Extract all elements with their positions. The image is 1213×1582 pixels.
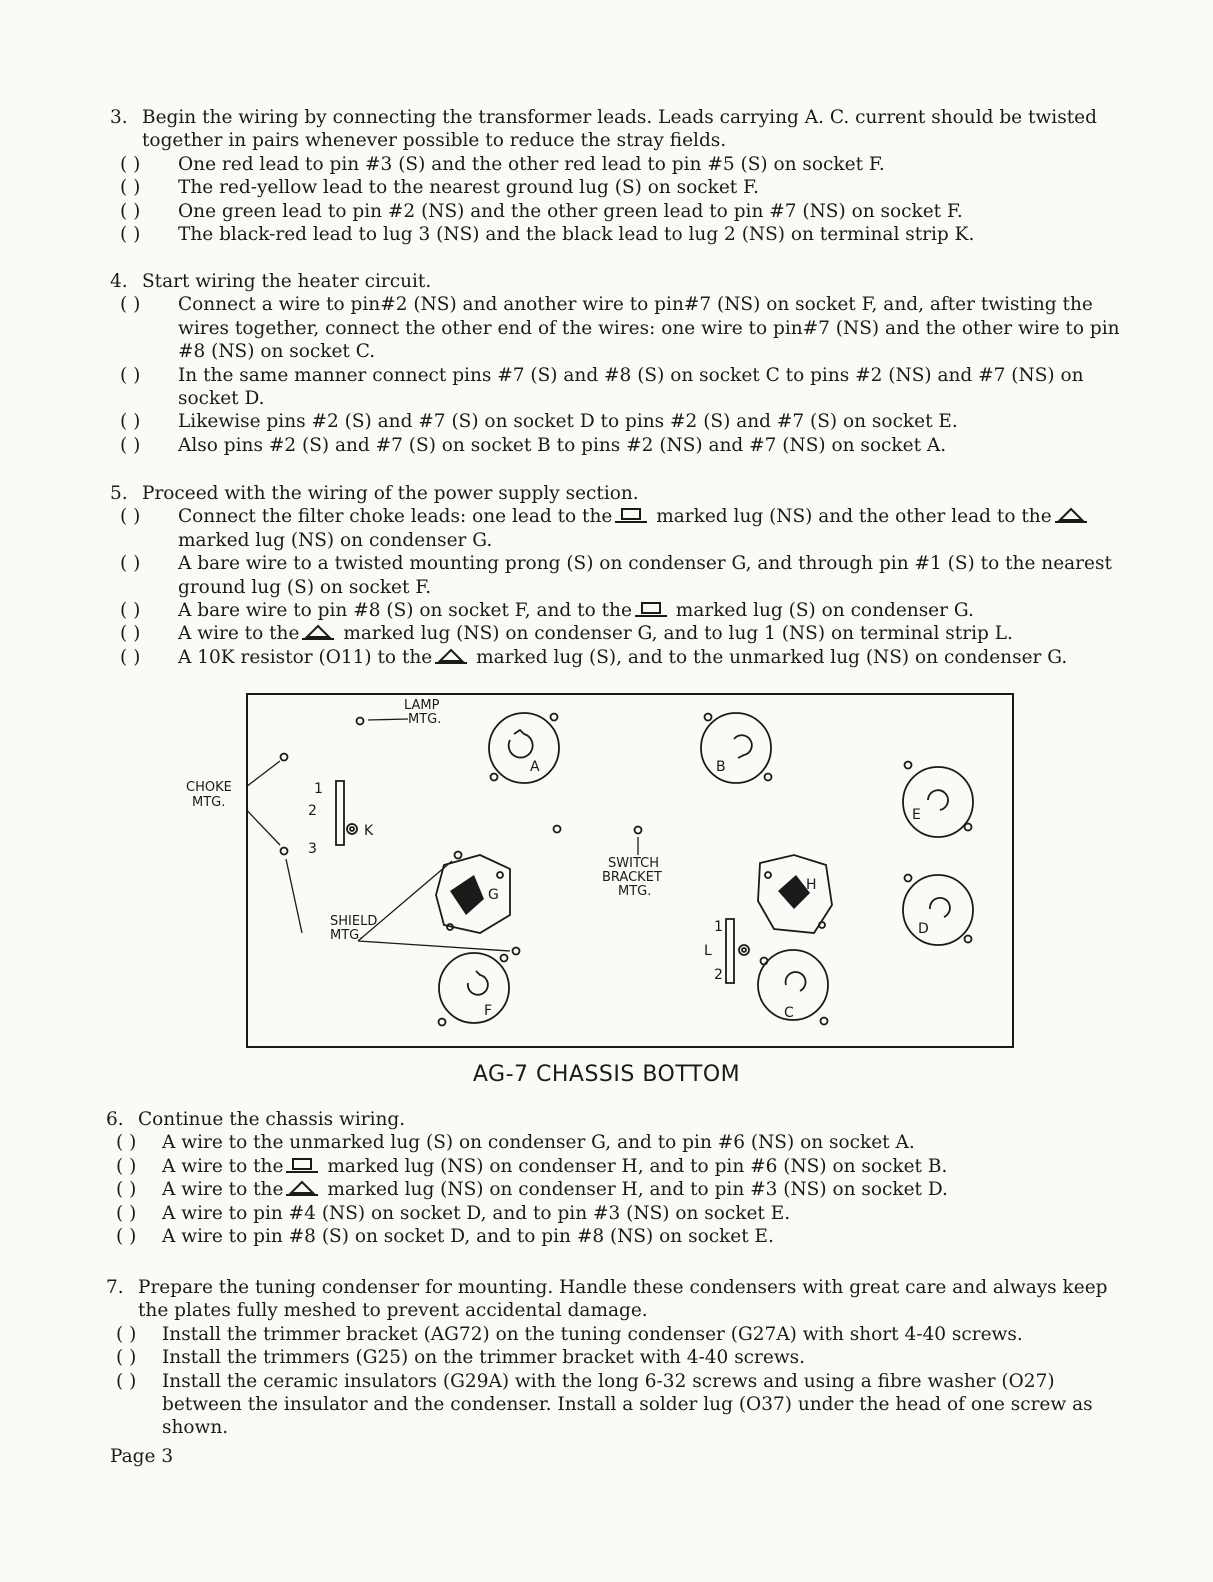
- bracket-label: BRACKET: [602, 870, 662, 885]
- socket-e-label: E: [912, 807, 921, 823]
- step-checkbox[interactable]: ( ): [120, 153, 141, 175]
- step-text: Connect the filter choke leads: one lead to the: [178, 506, 613, 528]
- figure-caption: AG-7 CHASSIS BOTTOM: [472, 1062, 741, 1087]
- shield-label: SHIELD: [330, 914, 378, 929]
- step-checkbox[interactable]: ( ): [116, 1323, 137, 1345]
- section-intro: Proceed with the wiring of the power supply section.: [142, 483, 639, 504]
- step-text: marked lug (NS) on condenser G, and to lug 1 (NS) on terminal strip L.: [343, 623, 1013, 645]
- switch-label: SWITCH: [608, 856, 659, 871]
- step-checkbox[interactable]: ( ): [120, 364, 141, 386]
- step-text: The red-yellow lead to the nearest ground lug (S) on socket F.: [178, 177, 759, 199]
- step-item: [120, 552, 1130, 599]
- section-6: [106, 1108, 1126, 1248]
- step-text: Likewise pins #2 (S) and #7 (S) on socket D to pins #2 (S) and #7 (S) on socket E.: [178, 411, 958, 433]
- step-text: Install the ceramic insulators (G29A) with the long 6-32 screws and using a fibre washer (O27) between the insulator and the condenser. Install a solder lug (O37) under the head of one screw as shown.: [162, 1370, 1093, 1439]
- chassis-bottom-diagram: [246, 693, 1014, 1048]
- section-number: 6.: [106, 1109, 124, 1130]
- step-text: A wire to the: [178, 623, 300, 645]
- step-text: A bare wire to pin #8 (S) on socket F, and to the: [178, 600, 632, 622]
- step-text: A wire to the: [162, 1179, 284, 1201]
- step-checkbox[interactable]: ( ): [120, 411, 141, 433]
- step-item: [116, 1225, 1126, 1248]
- socket-a-label: A: [530, 759, 540, 775]
- step-checkbox[interactable]: ( ): [120, 294, 141, 316]
- step-item: [120, 223, 1130, 246]
- step-item: [120, 646, 1130, 669]
- l1-label: 1: [714, 919, 723, 935]
- k1-label: 1: [314, 781, 323, 797]
- section-number: 7.: [106, 1277, 124, 1298]
- square-lug-icon: [285, 1157, 319, 1175]
- step-checkbox[interactable]: ( ): [116, 1226, 137, 1248]
- step-text: marked lug (NS) on condenser H, and to pin #6 (NS) on socket B.: [327, 1155, 948, 1177]
- step-checkbox[interactable]: ( ): [120, 200, 141, 222]
- step-item: [120, 200, 1130, 223]
- step-text: A wire to the unmarked lug (S) on condenser G, and to pin #6 (NS) on socket A.: [162, 1132, 915, 1154]
- section-intro: Continue the chassis wiring.: [138, 1109, 406, 1130]
- choke-mtg-label: [186, 780, 232, 810]
- condenser-h-label: H: [806, 877, 817, 893]
- step-checkbox[interactable]: ( ): [120, 623, 141, 645]
- step-item: [120, 434, 1130, 457]
- step-text: Install the trimmers (G25) on the trimmer bracket with 4-40 screws.: [162, 1347, 806, 1369]
- step-text: A bare wire to a twisted mounting prong (S) on condenser G, and through pin #1 (S) to the nearest ground lug (S) on socket F.: [178, 553, 1112, 598]
- k2-label: 2: [308, 803, 317, 819]
- choke-mtg-text: MTG.: [192, 795, 226, 810]
- lamp-label: LAMP: [404, 698, 440, 713]
- step-item: [116, 1202, 1126, 1225]
- step-checkbox[interactable]: ( ): [116, 1370, 137, 1392]
- step-text: marked lug (NS) on condenser H, and to pin #3 (NS) on socket D.: [327, 1179, 948, 1201]
- chassis-drawing: [248, 695, 1012, 1046]
- page-number: Page 3: [110, 1446, 174, 1467]
- socket-d-label: D: [918, 921, 929, 937]
- step-item: [116, 1131, 1126, 1154]
- triangle-lug-icon: [434, 648, 468, 666]
- strip-l-label: L: [704, 943, 712, 959]
- socket-f-label: F: [484, 1003, 493, 1019]
- section-4: [110, 270, 1130, 457]
- step-item: [120, 176, 1130, 199]
- step-item: [120, 153, 1130, 176]
- step-text: marked lug (S), and to the unmarked lug (NS) on condenser G.: [476, 646, 1068, 668]
- k3-label: 3: [308, 841, 317, 857]
- section-5-heading: [110, 482, 1130, 505]
- step-item: [116, 1178, 1126, 1201]
- triangle-lug-icon: [1054, 507, 1088, 525]
- section-5: [110, 482, 1130, 669]
- step-text: Connect a wire to pin#2 (NS) and another wire to pin#7 (NS) on socket F, and, after twisting the wires together, connect the other end of the wires: one wire to pin#7 (NS) and the other wire to pin #8 (NS) on socket C.: [178, 294, 1120, 363]
- step-item: [116, 1155, 1126, 1178]
- step-text: marked lug (NS) on condenser G.: [178, 529, 493, 551]
- step-checkbox[interactable]: ( ): [120, 506, 141, 528]
- step-checkbox[interactable]: ( ): [116, 1347, 137, 1369]
- section-7-heading: [106, 1276, 1126, 1323]
- triangle-lug-icon: [285, 1180, 319, 1198]
- step-text: One red lead to pin #3 (S) and the other red lead to pin #5 (S) on socket F.: [178, 153, 885, 175]
- section-number: 3.: [110, 107, 128, 128]
- section-intro: Begin the wiring by connecting the transformer leads. Leads carrying A. C. current should be twisted together in pairs whenever possible to reduce the stray fields.: [142, 107, 1097, 152]
- step-checkbox[interactable]: ( ): [120, 600, 141, 622]
- step-text: A 10K resistor (O11) to the: [178, 646, 433, 668]
- switch-mtg-label: MTG.: [618, 884, 652, 899]
- step-item: [116, 1346, 1126, 1369]
- choke-label: CHOKE: [186, 780, 232, 795]
- step-text: One green lead to pin #2 (NS) and the other green lead to pin #7 (NS) on socket F.: [178, 200, 963, 222]
- section-3: [110, 106, 1130, 246]
- step-item: [120, 622, 1130, 645]
- section-3-heading: [110, 106, 1130, 153]
- step-text: Install the trimmer bracket (AG72) on the tuning condenser (G27A) with short 4-40 screws.: [162, 1323, 1023, 1345]
- square-lug-icon: [634, 601, 668, 619]
- step-text: The black-red lead to lug 3 (NS) and the black lead to lug 2 (NS) on terminal strip K.: [178, 224, 975, 246]
- section-intro: Start wiring the heater circuit.: [142, 271, 432, 292]
- step-checkbox[interactable]: ( ): [120, 434, 141, 456]
- triangle-lug-icon: [301, 624, 335, 642]
- step-item: [120, 410, 1130, 433]
- shield-mtg-label: MTG.: [330, 928, 364, 943]
- step-item: [116, 1370, 1126, 1440]
- step-checkbox[interactable]: ( ): [120, 224, 141, 246]
- section-6-heading: [106, 1108, 1126, 1131]
- socket-c-label: C: [784, 1005, 794, 1021]
- step-checkbox[interactable]: ( ): [116, 1132, 137, 1154]
- step-item: [120, 505, 1130, 552]
- section-number: 4.: [110, 271, 128, 292]
- step-item: [120, 293, 1130, 363]
- step-text: A wire to the: [162, 1155, 284, 1177]
- step-checkbox[interactable]: ( ): [120, 553, 141, 575]
- socket-b-label: B: [716, 759, 726, 775]
- step-checkbox[interactable]: ( ): [116, 1155, 137, 1177]
- step-text: Also pins #2 (S) and #7 (S) on socket B to pins #2 (NS) and #7 (NS) on socket A.: [178, 434, 947, 456]
- step-text: A wire to pin #4 (NS) on socket D, and to pin #3 (NS) on socket E.: [162, 1202, 791, 1224]
- step-text: marked lug (S) on condenser G.: [675, 600, 974, 622]
- step-checkbox[interactable]: ( ): [116, 1202, 137, 1224]
- lamp-mtg-label: MTG.: [408, 712, 442, 727]
- section-intro: Prepare the tuning condenser for mounting. Handle these condensers with great care and always keep the plates fully meshed to prevent accidental damage.: [138, 1277, 1108, 1322]
- strip-k-label: K: [364, 823, 374, 839]
- step-item: [116, 1323, 1126, 1346]
- condenser-g-label: G: [488, 887, 499, 903]
- l2-label: 2: [714, 967, 723, 983]
- step-text: A wire to pin #8 (S) on socket D, and to pin #8 (NS) on socket E.: [162, 1226, 774, 1248]
- step-checkbox[interactable]: ( ): [120, 646, 141, 668]
- section-7: [106, 1276, 1126, 1440]
- step-item: [120, 599, 1130, 622]
- step-text: marked lug (NS) and the other lead to the: [656, 506, 1052, 528]
- step-checkbox[interactable]: ( ): [116, 1179, 137, 1201]
- section-number: 5.: [110, 483, 128, 504]
- step-checkbox[interactable]: ( ): [120, 177, 141, 199]
- step-item: [120, 364, 1130, 411]
- section-4-heading: [110, 270, 1130, 293]
- square-lug-icon: [614, 507, 648, 525]
- step-text: In the same manner connect pins #7 (S) and #8 (S) on socket C to pins #2 (NS) and #7 (NS) on socket D.: [178, 364, 1084, 410]
